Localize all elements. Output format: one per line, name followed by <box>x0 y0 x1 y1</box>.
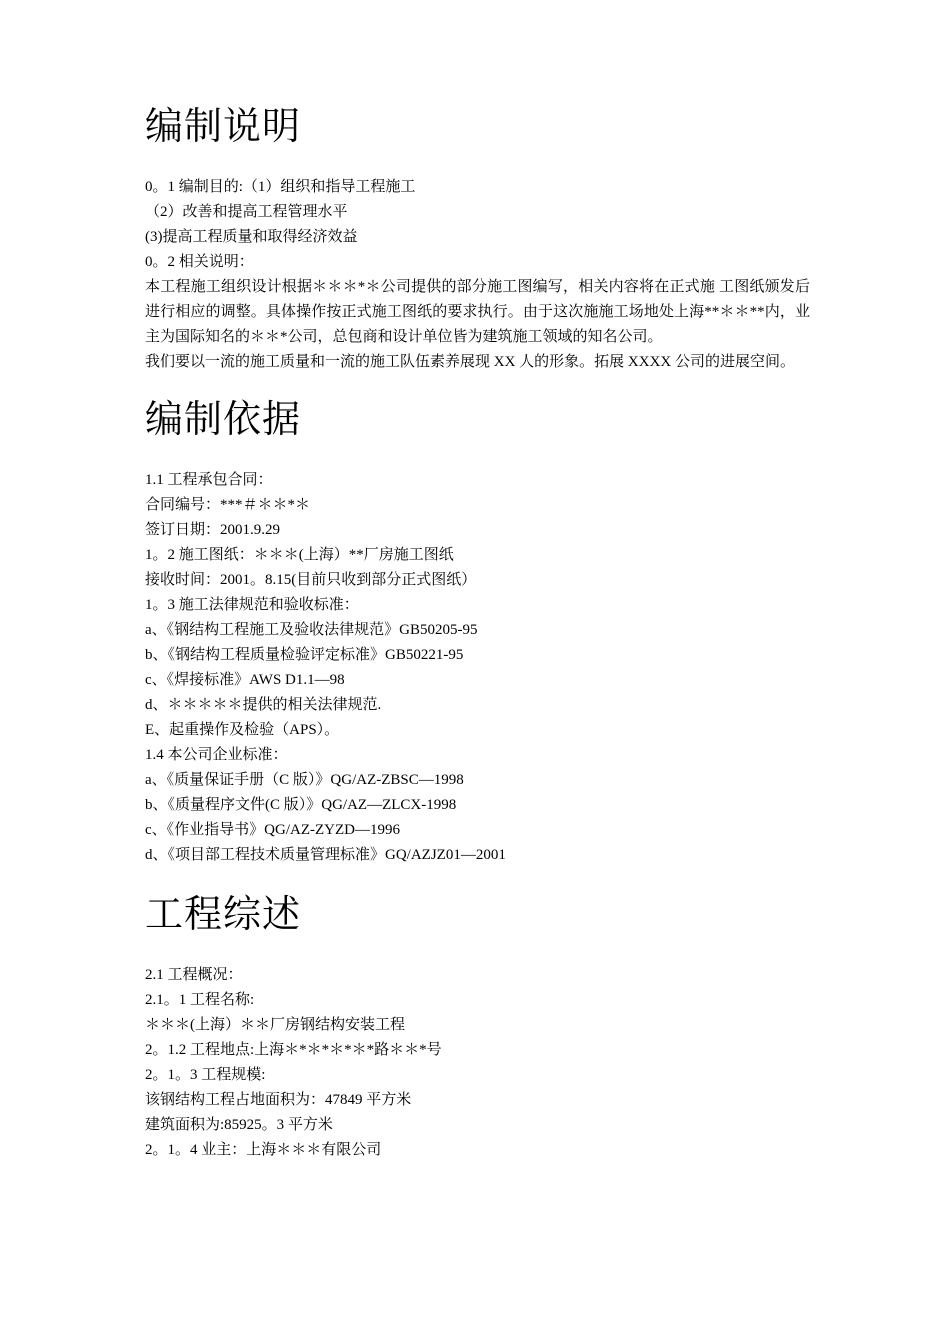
text-line: 0。1 编制目的:（1）组织和指导工程施工 <box>145 179 416 195</box>
paragraph: 本工程施工组织设计根据＊＊＊*＊公司提供的部分施工图编写，相关内容将在正式施 工图纸颁发后进行相应的调整。具体操作按正式施工图纸的要求执行。由于这次施施工场地处上海**＊＊**内，业主为国际知名的＊＊*公司，总包商和设计单位皆为建筑施工领域的知名公司。 <box>145 279 810 345</box>
text-line: 合同编号：***＃＊＊*＊ <box>145 497 311 513</box>
text-line: 1。2 施工图纸：＊＊＊(上海）**厂房施工图纸 <box>145 547 454 563</box>
text-line: 接收时间：2001。8.15(目前只收到部分正式图纸） <box>145 572 477 588</box>
text-line: E、起重操作及检验（APS）。 <box>145 722 340 738</box>
text-line: c、《焊接标准》AWS D1.1—98 <box>145 672 345 688</box>
text-line: 2。1。3 工程规模: <box>145 1067 266 1083</box>
text-line: b、《质量程序文件(C 版）》QG/AZ—ZLCX-1998 <box>145 797 457 813</box>
text-line: ＊＊＊(上海）＊＊厂房钢结构安装工程 <box>145 1017 405 1033</box>
document-page <box>145 100 810 1163</box>
section-body <box>145 468 810 868</box>
text-line: 签订日期：2001.9.29 <box>145 522 281 538</box>
text-line: 2。1。4 业主：上海＊＊＊有限公司 <box>145 1142 382 1158</box>
text-line: 1。3 施工法律规范和验收标准： <box>145 597 359 613</box>
section-title: 编制依据 <box>145 397 302 441</box>
text-line: 0。2 相关说明： <box>145 254 254 270</box>
text-line: 2。1.2 工程地点:上海＊*＊*＊*＊*路＊＊*号 <box>145 1042 442 1058</box>
section-body <box>145 175 810 375</box>
text-line: 2.1 工程概况： <box>145 967 243 983</box>
paragraph: 我们要以一流的施工质量和一流的施工队伍素养展现 XX 人的形象。拓展 XXXX 公司的进展空间。 <box>145 354 795 370</box>
section-title: 编制说明 <box>145 104 302 148</box>
text-line: d、《项目部工程技术质量管理标准》GQ/AZJZ01—2001 <box>145 847 506 863</box>
section-body <box>145 963 810 1163</box>
section-project-overview <box>145 888 810 1163</box>
text-line: 1.4 本公司企业标准： <box>145 747 288 763</box>
text-line: c、《作业指导书》QG/AZ-ZYZD—1996 <box>145 822 400 838</box>
text-line: （2）改善和提高工程管理水平 <box>145 204 348 220</box>
section-title: 工程综述 <box>145 892 302 936</box>
text-line: 该钢结构工程占地面积为：47849 平方米 <box>145 1092 412 1108</box>
text-line: 建筑面积为:85925。3 平方米 <box>145 1117 333 1133</box>
text-line: a、《质量保证手册（C 版）》QG/AZ-ZBSC—1998 <box>145 772 464 788</box>
text-line: d、＊＊＊＊＊提供的相关法律规范. <box>145 697 382 713</box>
text-line: a、《钢结构工程施工及验收法律规范》GB50205-95 <box>145 622 478 638</box>
section-compilation-basis <box>145 393 810 868</box>
section-compilation-notes <box>145 100 810 375</box>
text-line: 2.1。1 工程名称: <box>145 992 255 1008</box>
text-line: b、《钢结构工程质量检验评定标准》GB50221-95 <box>145 647 464 663</box>
text-line: 1.1 工程承包合同： <box>145 472 273 488</box>
text-line: (3)提高工程质量和取得经济效益 <box>145 229 358 245</box>
